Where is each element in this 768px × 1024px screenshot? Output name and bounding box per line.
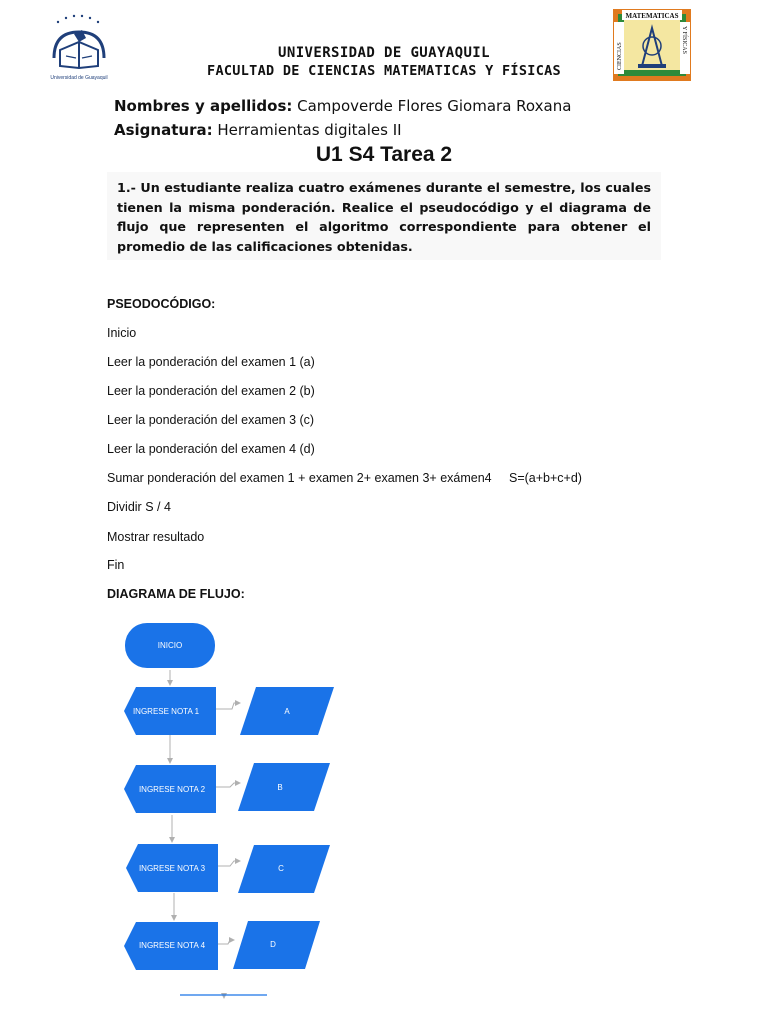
flowchart: [100, 615, 360, 1010]
student-name-value: Campoverde Flores Giomara Roxana: [292, 97, 572, 115]
pseudo-line: Leer la ponderación del examen 4 (d): [107, 442, 315, 456]
svg-text:C: C: [278, 864, 284, 873]
svg-text:Y FÍSICAS: Y FÍSICAS: [681, 26, 687, 54]
pseudo-line: Mostrar resultado: [107, 530, 205, 544]
svg-text:A: A: [284, 707, 290, 716]
svg-text:INGRESE NOTA 3: INGRESE NOTA 3: [138, 864, 206, 873]
flowchart-heading: DIAGRAMA DE FLUJO:: [107, 587, 245, 601]
university-name: UNIVERSIDAD DE GUAYAQUIL: [278, 45, 490, 61]
svg-text:Universidad de Guayaquil: Universidad de Guayaquil: [50, 75, 108, 81]
svg-text:INGRESE NOTA 4: INGRESE NOTA 4: [138, 941, 206, 950]
flow-step-input-4: [124, 922, 218, 970]
pseudo-line: Fin: [107, 558, 125, 572]
svg-text:INGRESE NOTA 2: INGRESE NOTA 2: [138, 785, 206, 794]
flow-data-b: [238, 763, 330, 811]
subject-value: Herramientas digitales II: [212, 121, 402, 139]
problem-statement-box: [107, 172, 661, 260]
flow-data-a: [240, 687, 334, 735]
svg-text:D: D: [270, 940, 276, 949]
svg-text:INICIO: INICIO: [157, 641, 183, 650]
subject-line: [114, 121, 402, 139]
problem-statement: 1.- Un estudiante realiza cuatro exámenes durante el semestre, los cuales tienen la misma ponderación. Realice el pseudocódigo y el diagrama de flujo que representen el algoritmo correspondiente para obtener el promedio de las calificaciones obtenidas.: [117, 180, 651, 254]
flow-step-input-2: [124, 765, 216, 813]
pseudo-line: Inicio: [107, 326, 137, 340]
subject-label: Asignatura:: [114, 121, 213, 139]
student-name-line: [114, 97, 571, 115]
faculty-name: FACULTAD DE CIENCIAS MATEMATICAS Y FÍSICAS: [207, 63, 561, 79]
page-title: U1 S4 Tarea 2: [315, 143, 453, 166]
pseudo-line: Leer la ponderación del examen 1 (a): [107, 355, 315, 369]
pseudocode-heading: PSEODOCÓDIGO:: [107, 297, 216, 311]
flow-data-c: [238, 845, 330, 893]
pseudo-line: Sumar ponderación del examen 1 + examen 2+ examen 3+ exámen4 S=(a+b+c+d): [107, 471, 582, 485]
svg-text:INGRESE NOTA 1: INGRESE NOTA 1: [132, 707, 200, 716]
flow-data-d: [233, 921, 320, 969]
svg-text:MATEMATICAS: MATEMATICAS: [625, 12, 679, 20]
pseudo-line: Leer la ponderación del examen 2 (b): [107, 384, 315, 398]
flow-start-terminal: [125, 623, 215, 668]
student-name-label: Nombres y apellidos:: [114, 97, 293, 115]
pseudo-line: Dividir S / 4: [107, 500, 171, 514]
flow-step-input-3: [126, 844, 218, 892]
svg-text:CIENCIAS: CIENCIAS: [617, 42, 623, 70]
flow-step-input-1: [124, 687, 216, 735]
svg-text:B: B: [277, 783, 283, 792]
pseudo-line: Leer la ponderación del examen 3 (c): [107, 413, 315, 427]
